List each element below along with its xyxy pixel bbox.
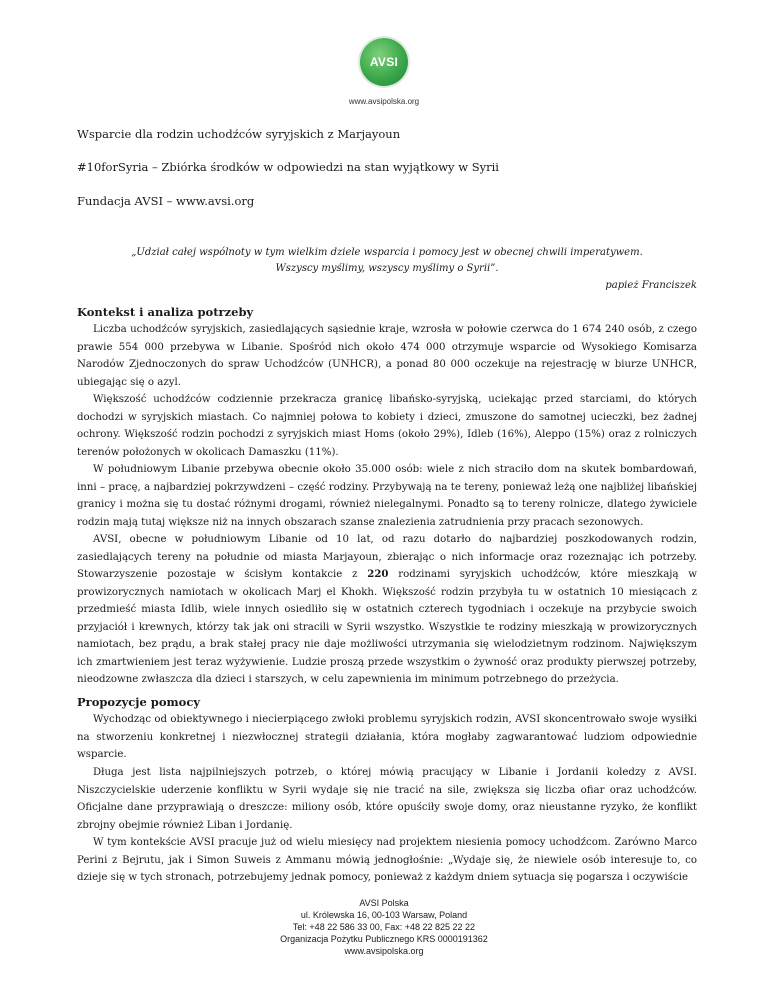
campaign-line: #10forSyria – Zbiórka środków w odpowiedzi na stan wyjątkowy w Syrii xyxy=(77,160,499,174)
footer xyxy=(0,897,768,957)
paragraph: Większość uchodźców codziennie przekracza granicę libańsko-syryjską, uciekając przed starciami, do których dochodzi w syryjskich miastach. Co najmniej połowa to kobiety i dzieci, zmuszone do samotnej ucieczki, bez żadnej ochrony. Większość rodzin pochodzi z syryjskich miast Homs (około 29%), Idleb (16%), Aleppo (15%) oraz z rolniczych terenów położonych w okolicach Damaszku (11%). xyxy=(77,394,697,458)
paragraph: Wychodząc od obiektywnego i niecierpiącego zwłoki problemu syryjskich rodzin, AVSI skoncentrowało swoje wysiłki na stworzeniu konkretnej i niezwłocznej strategii działania, która mogłaby zagwarantować ludziom odpowiednie wsparcie. xyxy=(77,714,697,760)
paragraph: W tym kontekście AVSI pracuje już od wielu miesięcy nad projektem niesienia pomocy uchodźcom. Zarówno Marco Perini z Bejrutu, jak i Simon Suweis z Ammanu mówią jednogłośnie: „Wydaje się, że niewiele osób interesuje to, co dzieje się w tych stronach, potrzebujemy jednak pomocy, ponieważ z każdym dniem sytuacja się pogarsza i oczywiście xyxy=(77,837,697,883)
header xyxy=(0,38,768,106)
paragraph: Długa jest lista najpilniejszych potrzeb, o której mówią pracujący w Libanie i Jordanii koledzy z AVSI. Niszczycielskie uderzenie konfliktu w Syrii wydaje się nie tracić na sile, zwiększa się liczba ofiar oraz uchodźców. Oficjalne dane przyprawiają o dreszcze: miliony osób, które opuściły swoje domy, oraz nieustanne ryzyko, że konflikt zbrojny obejmie również Liban i Jordanię. xyxy=(77,767,697,831)
paragraph-text: AVSI, obecne w południowym Libanie od 10 lat, od razu dotarło do najbardziej poszkodowanych rodzin, zasiedlających tereny na południe od miasta Marjayoun, zbierając o nich informacje oraz rozeznając ich potrzeby. Stowarzyszenie pozostaje w ścisłym kontakcie z xyxy=(77,534,697,580)
quote-block xyxy=(77,245,697,294)
avsi-logo xyxy=(360,38,408,86)
quote-line-2: Wszyscy myślimy, wszyscy myślimy o Syrii”. xyxy=(275,263,499,274)
family-count: 220 xyxy=(367,568,389,580)
footer-krs: Organizacja Pożytku Publicznego KRS 0000191362 xyxy=(280,934,488,944)
footer-phone: Tel: +48 22 586 33 00, Fax: +48 22 825 22 22 xyxy=(292,922,476,932)
document-title: Wsparcie dla rodzin uchodźców syryjskich z Marjayoun xyxy=(77,127,401,141)
paragraph xyxy=(77,531,697,689)
footer-url: www.avsipolska.org xyxy=(344,946,424,956)
foundation-line: Fundacja AVSI – www.avsi.org xyxy=(77,194,255,208)
footer-address: ul. Królewska 16, 00-103 Warsaw, Poland xyxy=(300,910,468,920)
section-title-context: Kontekst i analiza potrzeby xyxy=(77,305,254,319)
paragraph-text: rodzinami syryjskich uchodźców, które mieszkają w prowizorycznych namiotach w okolicach Marj el Khokh. Większość rodzin przybyła tu w ostatnich 10 miesiącach z przedmieść miasta Idlib, wiele innych osiedliło się w ostatnich czterech tygodniach i oczekuje na przybycie swoich przyjaciół i krewnych, którzy tak jak oni stracili w Syrii wszystko. Wszystkie te rodziny mieszkają w prowizorycznych namiotach, bez prądu, a brak stałej pracy nie daje możliwości utrzymania się wielodzietnym rodzinom. Największym ich zmartwieniem jest teraz wyżywienie. Ludzie proszą przede wszystkim o żywność oraz produkty pierwszej potrzeby, nieodzowne zwłaszcza dla dzieci i starszych, w celu zapewnienia im minimum potrzebnego do przeżycia. xyxy=(77,569,698,685)
section-title-proposals: Propozycje pomocy xyxy=(77,695,201,709)
footer-org: AVSI Polska xyxy=(359,898,409,908)
logo-text: AVSI xyxy=(369,55,399,69)
quote-author: papież Franciszek xyxy=(605,280,697,291)
paragraph: Liczba uchodźców syryjskich, zasiedlających sąsiednie kraje, wzrosła w połowie czerwca do 1 674 240 osób, z czego prawie 554 000 przebywa w Libanie. Spośród nich około 474 000 otrzymuje wsparcie od Wysokiego Komisarza Narodów Zjednoczonych do spraw Uchodźców (UNHCR), a ponad 80 000 oczekuje na rejestrację w biurze UNHCR, ubiegając się o azyl. xyxy=(77,324,697,388)
paragraph: W południowym Libanie przebywa obecnie około 35.000 osób: wiele z nich straciło dom na skutek bombardowań, inni – pracę, a najbardziej pokrzywdzeni – część rodziny. Przybywają na te tereny, ponieważ leżą one najbliżej libańskiej granicy i można się tu dostać różnymi drogami, również nielegalnymi. Ponadto są to tereny rolnicze, dlatego żywiciele rodzin mają tutaj większe niż na innych obszarach szanse znalezienia zatrudnienia przy pracach sezonowych. xyxy=(77,464,697,528)
header-url: www.avsipolska.org xyxy=(348,97,420,106)
quote-line-1: „Udział całej wspólnoty w tym wielkim dziele wsparcia i pomocy jest w obecnej chwili imperatywem. xyxy=(131,247,643,258)
